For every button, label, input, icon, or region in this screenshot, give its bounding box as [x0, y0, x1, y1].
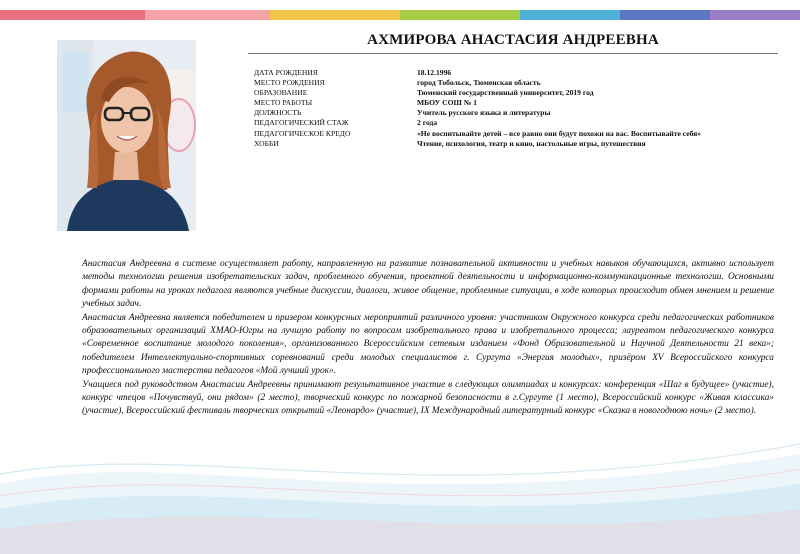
decorative-swoosh: [0, 414, 800, 554]
portrait-icon: [57, 40, 196, 231]
info-value: город Тобольск, Тюменская область: [417, 78, 541, 88]
info-label: ОБРАЗОВАНИЕ: [254, 88, 308, 98]
biography-text: [82, 258, 774, 419]
info-label: МЕСТО РАБОТЫ: [254, 98, 313, 108]
info-row: [254, 118, 774, 128]
color-segment: [520, 10, 620, 20]
info-row: [254, 108, 774, 118]
profile-info-table: [254, 68, 774, 149]
info-label: ХОББИ: [254, 138, 279, 148]
info-label: ПЕДАГОГИЧЕСКОЕ КРЕДО: [254, 128, 351, 138]
info-row: [254, 139, 774, 149]
portrait-photo: [57, 40, 196, 231]
info-row: [254, 88, 774, 98]
info-value: 2 года: [417, 118, 438, 128]
color-segment: [620, 10, 710, 20]
top-color-bar: [0, 10, 800, 20]
info-row: [254, 98, 774, 108]
paragraph: Анастасия Андреевна является победителем и призером конкурсных мероприятий различного уровня: участником Окружного конкурса среди педагогических работников образовательных организаций ХМАО-Югры на лучшую работу по вопросам изобретального права и изобретального процесса; лауреатом педагогического конкурса «Современное воспитание молодого поколения», организованного Всероссийским сетевым изданием «Фонд Образовательной и Научной Деятельности 21 века»; победителем Интеллектуально-спортивных соревнований среди молодых специалистов г. Сургута «Энергия молодых», призёром XV Всероссийского конкурса профессионального мастерства педагогов «Мой лучший урок».: [82, 312, 774, 377]
person-name: АХМИРОВА АНАСТАСИЯ АНДРЕЕВНА: [367, 32, 659, 48]
color-segment: [0, 10, 145, 20]
header-divider: [248, 53, 778, 54]
info-label: МЕСТО РОЖДЕНИЯ: [254, 78, 325, 88]
info-label: ДОЛЖНОСТЬ: [254, 108, 302, 118]
info-row: [254, 68, 774, 78]
info-value: «Не воспитывайте детей – все равно они будут похожи на вас. Воспитывайте себя»: [417, 128, 702, 138]
info-value: Чтение, психология, театр и кино, настольные игры, путешествия: [417, 138, 646, 148]
info-value: 18.12.1996: [417, 68, 452, 77]
paragraph: Учащиеся под руководством Анастасии Андреевны принимают результативное участие в следующих олимпиадах и конкурсах: конференция «Шаг в будущее» (участие), конкурс чтецов «Почувствуй, они рядом» (2 место), творческий конкурс по пожарной безопасности в г.Сургуте (1 место), Всероссийский конкурс «Живая классика» (участие), Всероссийский фестиваль творческих открытий «Леонардо» (участие), IX Международный литературный конкурс «Сказка в новогоднюю ночь» (2 место).: [82, 379, 774, 417]
info-label: ДАТА РОЖДЕНИЯ: [254, 68, 318, 77]
color-segment: [710, 10, 800, 20]
info-value: МБОУ СОШ № 1: [417, 98, 478, 108]
color-segment: [400, 10, 520, 20]
info-label: ПЕДАГОГИЧЕСКИЙ СТАЖ: [254, 118, 349, 128]
info-value: Тюменский государственный университет, 2019 год: [417, 88, 594, 98]
color-segment: [270, 10, 400, 20]
info-row: [254, 78, 774, 88]
color-segment: [145, 10, 270, 20]
info-row: [254, 129, 774, 139]
paragraph: Анастасия Андреевна в системе осуществляет работу, направленную на развитие познавательной активности и учебных навыков обучающихся, активно использует методы технологии решения изобретательских задач, проблемного обучения, проектной деятельности и информационно-коммуникационные технологии. Основными формами работы на уроках педагога являются учебные дискуссии, диалоги, живое общение, проблемные ситуации, в ходе которых происходит обмен мнением и решение учебных задач.: [82, 259, 774, 310]
info-value: Учитель русского языка и литературы: [417, 108, 551, 118]
